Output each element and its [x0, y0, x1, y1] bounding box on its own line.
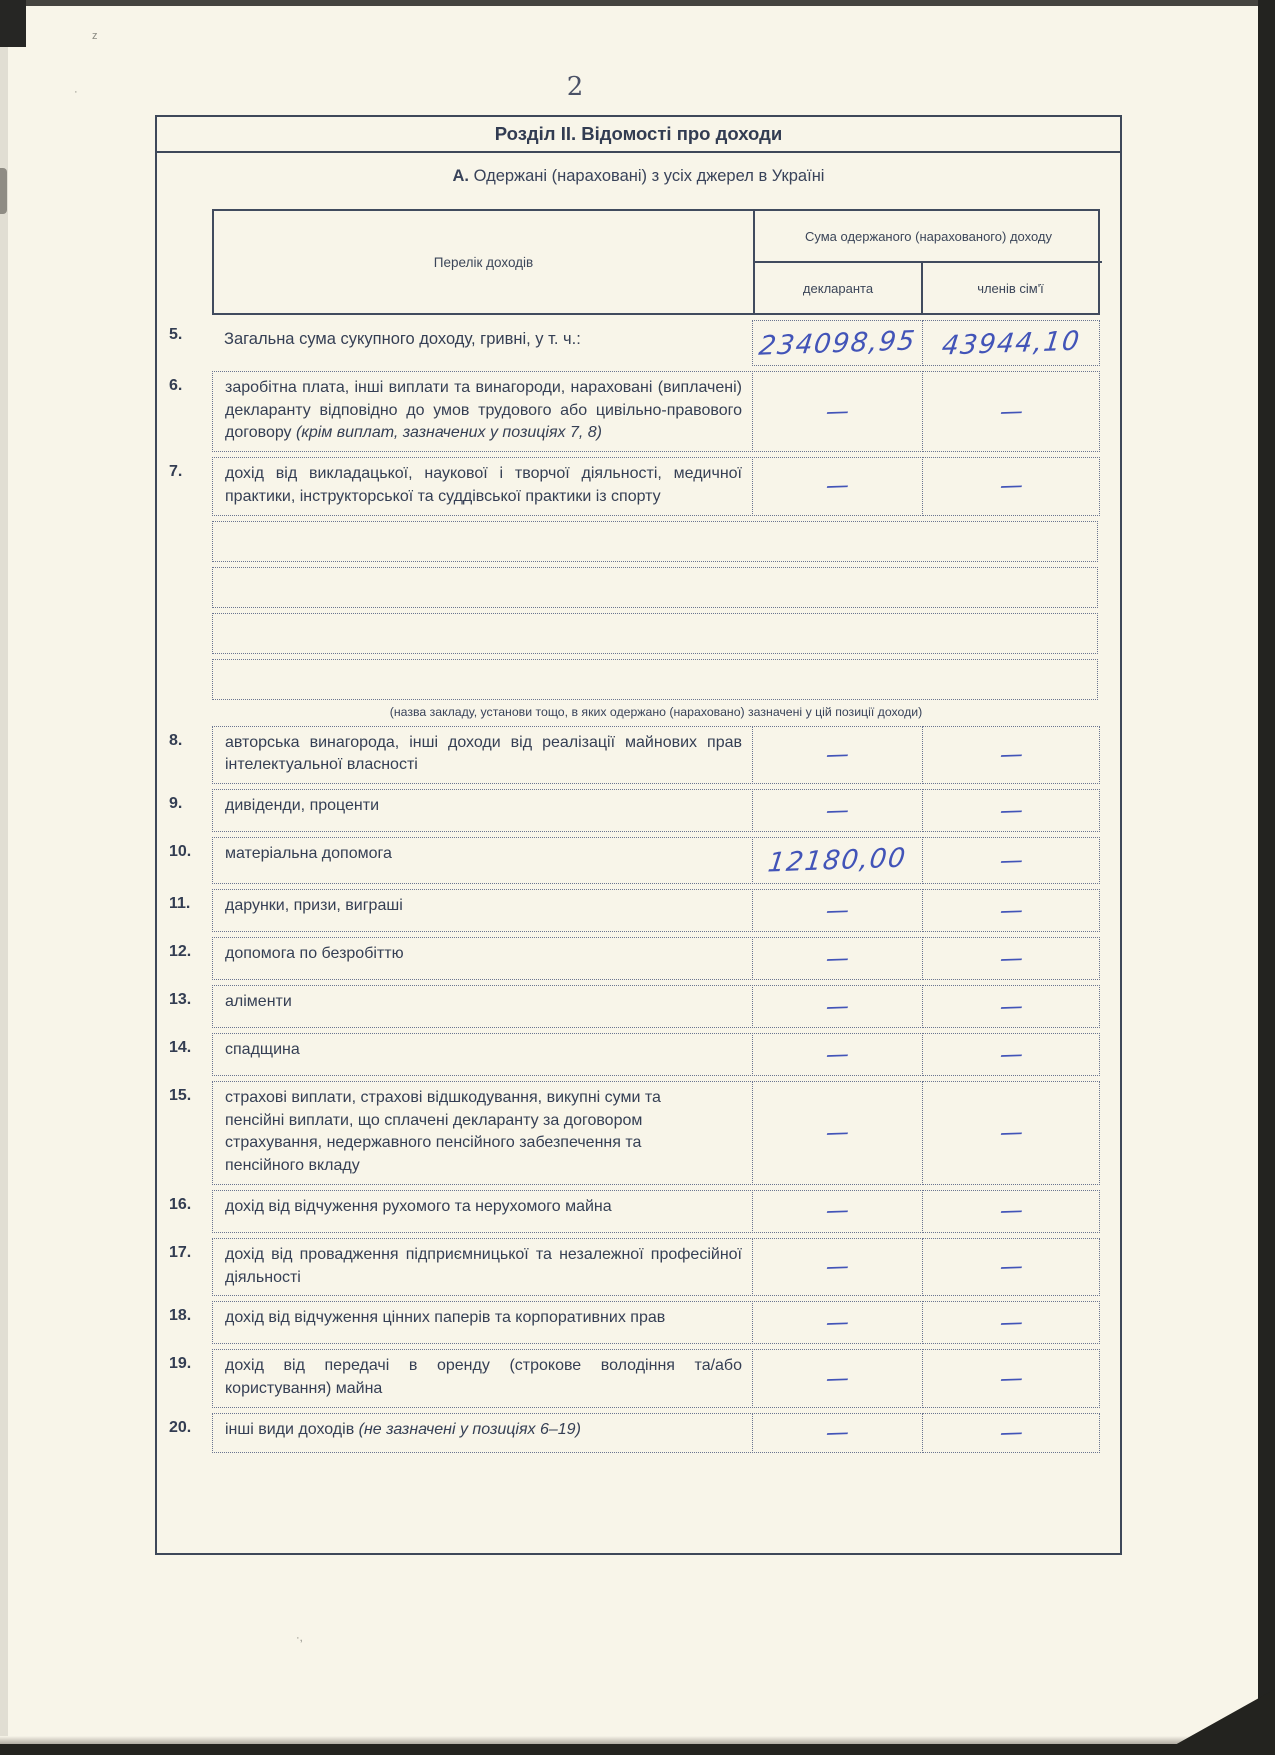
declarant-value: — [824, 1365, 851, 1393]
scan-speck: z [92, 30, 98, 42]
family-value-cell [922, 726, 1100, 784]
row-label: дарунки, призи, виграші [212, 889, 753, 932]
row-number: 18. [169, 1307, 192, 1325]
row-number: 10. [169, 843, 192, 861]
row-label: допомога по безробіттю [212, 937, 753, 980]
table-body [157, 320, 1120, 1453]
scan-right-edge [1258, 0, 1275, 1755]
declarant-value: — [824, 897, 851, 924]
declarant-value: — [824, 797, 851, 824]
family-value-cell [922, 1238, 1100, 1296]
row-number: 15. [169, 1087, 192, 1105]
declarant-value: — [824, 1041, 851, 1068]
declarant-value: — [824, 741, 851, 769]
institution-blank-row [212, 521, 1098, 562]
declarant-value-cell [752, 1190, 923, 1233]
column-header-declarant: декларанта [755, 263, 923, 313]
declarant-value: — [824, 1119, 851, 1147]
family-value-cell [922, 1301, 1100, 1344]
column-header-family: членів сім'ї [977, 280, 1044, 296]
declarant-value-cell [752, 457, 923, 515]
row-label: матеріальна допомога [212, 837, 753, 884]
family-value: — [997, 1041, 1025, 1068]
family-value-cell [922, 320, 1100, 366]
institution-blank-row [212, 613, 1098, 654]
column-header-income-list: Перелік доходів [214, 211, 755, 313]
scan-blob-left [0, 168, 7, 214]
declarant-value: 12180,00 [766, 842, 909, 879]
subtitle-letter: А. [452, 167, 470, 185]
row-label: страхові виплати, страхові відшкодування, викупні суми та пенсійні виплати, що сплачені декларанту за договором страхування, недержавного пенсійного забезпечення та пенсійного вкладу [212, 1081, 753, 1185]
section-title: Розділ II. Відомості про доходи [157, 117, 1120, 153]
row-number: 6. [169, 377, 183, 394]
declarant-value-cell [752, 837, 923, 884]
declarant-value: — [824, 993, 851, 1020]
institution-blank-row [212, 567, 1098, 608]
family-value-cell [922, 1081, 1100, 1185]
row-label: Загальна сума сукупного доходу, гривні, у т. ч.: [224, 330, 581, 348]
table-row [157, 457, 1120, 515]
row-number: 8. [169, 731, 183, 749]
subtitle-text: Одержані (нараховані) з усіх джерел в Україні [469, 167, 825, 185]
declarant-value-cell [752, 789, 923, 832]
row-label-italic: (не зазначені у позиціях 6–19) [358, 1420, 581, 1438]
institution-caption: (назва закладу, установи тощо, в яких одержано (нараховано) зазначені у цій позиції доходи) [389, 704, 923, 719]
declarant-value-cell [752, 1238, 923, 1296]
table-row [157, 789, 1120, 832]
row-number: 17. [169, 1243, 192, 1261]
family-value-cell [922, 457, 1100, 515]
row-label-italic: (крім виплат, зазначених у позиціях 7, 8) [296, 424, 602, 442]
family-value-cell [922, 937, 1100, 980]
scan-left-edge [0, 47, 8, 1737]
family-value-cell [922, 837, 1100, 884]
table-header [212, 209, 1100, 315]
row-number: 7. [169, 463, 183, 481]
table-row [157, 1301, 1120, 1344]
row-label: аліменти [212, 985, 753, 1028]
family-value: — [997, 847, 1025, 874]
family-value: — [997, 1365, 1025, 1393]
table-row [157, 320, 1120, 366]
row-number: 12. [169, 943, 192, 961]
table-row [157, 1413, 1120, 1453]
row-label: дохід від відчуження цінних паперів та корпоративних прав [212, 1301, 753, 1344]
declarant-value-cell [752, 1349, 923, 1407]
family-value-cell [922, 1349, 1100, 1407]
family-value-cell [922, 1190, 1100, 1233]
table-row [157, 726, 1120, 784]
table-row [157, 1033, 1120, 1076]
row-label: дохід від провадження підприємницької та незалежної професійної діяльності [212, 1238, 753, 1296]
row-label: дохід від передачі в оренду (строкове володіння та/або користування) майна [212, 1349, 753, 1407]
family-value-cell [922, 1033, 1100, 1076]
table-row [157, 889, 1120, 932]
section-subtitle [157, 153, 1120, 203]
declarant-value: — [824, 945, 851, 972]
family-value-cell [922, 889, 1100, 932]
table-row [157, 1190, 1120, 1233]
row-number: 16. [169, 1195, 192, 1213]
row-number: 9. [169, 795, 183, 813]
column-header-sum: Сума одержаного (нарахованого) доходу [755, 211, 1102, 263]
family-value: — [997, 398, 1025, 426]
row-number: 13. [169, 991, 192, 1009]
family-value-cell [922, 985, 1100, 1028]
table-row [157, 1238, 1120, 1296]
scan-corner-bottom-right [1157, 1689, 1275, 1755]
table-row [157, 1081, 1120, 1185]
declarant-value: — [824, 1419, 851, 1447]
family-value: — [997, 741, 1025, 769]
declarant-value-cell [752, 371, 923, 452]
declarant-value-cell [752, 1081, 923, 1185]
row-label: заробітна плата, інші виплати та винагороди, нараховані (виплачені) декларанту відповідно до умов трудового або цивільно-правового договору (крім виплат, зазначених у позиціях 7, 8) [212, 371, 753, 452]
institution-blank-row [212, 659, 1098, 700]
declarant-value: — [824, 1197, 851, 1225]
family-value-cell [922, 371, 1100, 452]
declarant-value: — [824, 472, 851, 500]
row-number: 19. [169, 1355, 192, 1373]
family-value: 43944,10 [939, 325, 1083, 361]
row-label: спадщина [212, 1033, 753, 1076]
family-value-cell [922, 789, 1100, 832]
scan-speck: ·, [296, 1632, 303, 1644]
scan-top-edge [22, 0, 1260, 6]
family-value: — [997, 1309, 1025, 1337]
row-number: 14. [169, 1039, 192, 1057]
row-number: 20. [169, 1418, 192, 1436]
declarant-value-cell [752, 985, 923, 1028]
section-box [155, 115, 1122, 1555]
family-value-cell [922, 1413, 1100, 1453]
family-value: — [997, 797, 1025, 824]
family-value: — [997, 472, 1025, 500]
table-row [157, 937, 1120, 980]
row-label: дохід від відчуження рухомого та нерухомого майна [212, 1190, 753, 1233]
table-row [157, 371, 1120, 452]
declarant-value-cell [752, 320, 923, 366]
declarant-value-cell [752, 937, 923, 980]
family-value: — [997, 897, 1025, 924]
scan-bottom-edge [0, 1744, 1275, 1755]
page-number: 2 [566, 72, 584, 102]
scan-corner-top-left [0, 0, 26, 47]
declarant-value: 234098,95 [757, 324, 918, 362]
family-value: — [997, 993, 1025, 1020]
family-value: — [997, 1253, 1025, 1281]
declarant-value: — [824, 1309, 851, 1337]
row-number: 11. [169, 895, 191, 913]
family-value: — [997, 945, 1025, 972]
column-header-sum-group [755, 211, 1102, 313]
table-row [157, 985, 1120, 1028]
declarant-value-cell [752, 1033, 923, 1076]
row-label: дохід від викладацької, наукової і творчої діяльності, медичної практики, інструкторської та суддівської практики із спорту [212, 457, 753, 515]
row-label: авторська винагорода, інші доходи від реалізації майнових прав інтелектуальної власності [212, 726, 753, 784]
declarant-value-cell [752, 1301, 923, 1344]
declarant-value-cell [752, 889, 923, 932]
declarant-value: — [824, 1253, 851, 1281]
row-label: інші види доходів (не зазначені у позиціях 6–19) [212, 1413, 753, 1453]
family-value: — [997, 1197, 1025, 1225]
table-row [157, 837, 1120, 884]
row-label: дивіденди, проценти [212, 789, 753, 832]
row-number: 5. [169, 326, 183, 343]
table-row [157, 1349, 1120, 1407]
declarant-value-cell [752, 1413, 923, 1453]
scan-speck: · [74, 86, 78, 98]
family-value: — [997, 1119, 1025, 1147]
declarant-value-cell [752, 726, 923, 784]
family-value: — [997, 1419, 1025, 1447]
declarant-value: — [824, 398, 851, 426]
